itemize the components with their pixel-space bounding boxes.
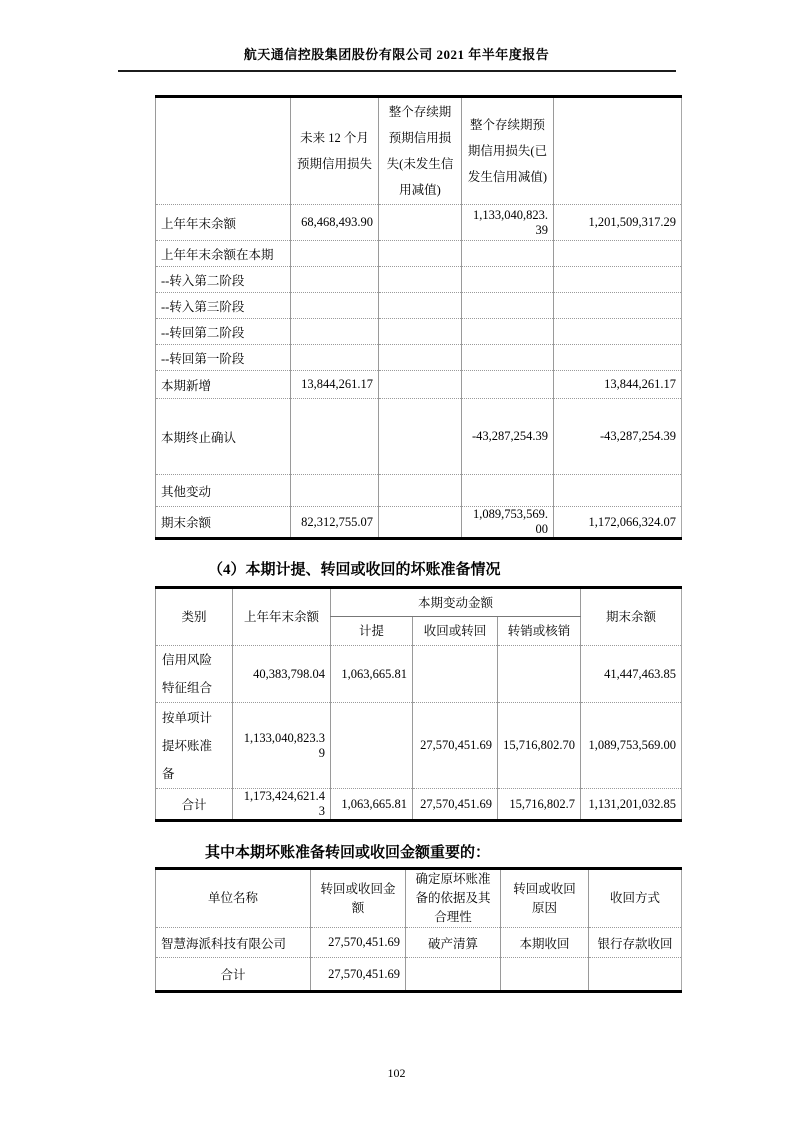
table-cell [554,475,682,507]
table-cell [291,319,379,345]
table-cell [379,293,462,319]
column-header: 整个存续期预期信用损失(已发生信用减值) [462,97,554,205]
column-header: 转销或核销 [498,617,581,646]
table-header-row [156,588,682,617]
document-header-title: 航天通信控股集团股份有限公司 2021 年半年度报告 [243,47,550,62]
table-cell [498,646,581,703]
column-header: 单位名称 [156,869,311,928]
table-cell: 1,133,040,823.39 [462,205,554,241]
table-cell: 82,312,755.07 [291,507,379,539]
table-cell: 1,201,509,317.29 [554,205,682,241]
table-cell [291,345,379,371]
row-label: 本期新增 [156,371,291,399]
table-cell: 15,716,802.70 [498,703,581,789]
table-header-row [156,97,682,205]
page-number: 102 [387,1066,406,1080]
bad-debt-provision-table [155,586,682,822]
table-cell: 13,844,261.17 [291,371,379,399]
table-cell: 13,844,261.17 [554,371,682,399]
row-label: 按单项计提坏账准备 [156,703,233,789]
table-cell: 1,063,665.81 [331,646,413,703]
important-recovery-title: 其中本期坏账准备转回或收回金额重要的： [205,845,491,861]
table-cell [462,345,554,371]
column-header: 整个存续期预期信用损失(未发生信用减值) [379,97,462,205]
table-row [156,646,682,703]
table-cell: 银行存款收回 [589,928,682,958]
table-row [156,267,682,293]
header-rule [118,70,676,72]
table-cell [379,267,462,293]
table-cell: 27,570,451.69 [311,928,406,958]
table-cell [554,241,682,267]
table-cell [291,241,379,267]
table-cell: 68,468,493.90 [291,205,379,241]
section-4-title: （4）本期计提、转回或收回的坏账准备情况 [208,562,501,578]
column-header: 确定原坏账准备的依据及其合理性 [406,869,501,928]
table-total-row [156,958,682,992]
table-row [156,399,682,475]
column-header: 转回或收回原因 [501,869,589,928]
table-cell [501,958,589,992]
table-row [156,928,682,958]
row-label: --转回第二阶段 [156,319,291,345]
table-cell [379,507,462,539]
column-header: 转回或收回金额 [311,869,406,928]
column-group-header: 本期变动金额 [331,588,581,617]
table-cell [554,293,682,319]
column-header: 类别 [156,588,233,646]
important-recovery-table [155,867,682,993]
table-cell [291,293,379,319]
row-label: 信用风险特征组合 [156,646,233,703]
row-label: 上年年末余额 [156,205,291,241]
table-cell: 27,570,451.69 [413,789,498,821]
table-row [156,475,682,507]
table-cell [291,475,379,507]
table-row [156,293,682,319]
table-row [156,319,682,345]
table-cell [589,958,682,992]
table-cell: -43,287,254.39 [462,399,554,475]
table-cell [379,319,462,345]
table-cell: 41,447,463.85 [581,646,682,703]
table-cell [462,293,554,319]
table-row [156,241,682,267]
table-cell: 1,173,424,621.43 [233,789,331,821]
table-cell [554,267,682,293]
table-header-row [156,869,682,928]
column-header: 收回方式 [589,869,682,928]
table-cell: -43,287,254.39 [554,399,682,475]
column-header: 收回或转回 [413,617,498,646]
table-cell [406,958,501,992]
table-cell [379,241,462,267]
table-cell: 1,172,066,324.07 [554,507,682,539]
table-cell [379,371,462,399]
table-cell [462,475,554,507]
table-cell [379,345,462,371]
table-row [156,507,682,539]
table-total-row [156,789,682,821]
column-header [156,97,291,205]
table-cell [462,319,554,345]
row-label: 合计 [156,789,233,821]
table-cell: 40,383,798.04 [233,646,331,703]
column-header: 期末余额 [581,588,682,646]
column-header: 未来 12 个月预期信用损失 [291,97,379,205]
column-header: 上年年末余额 [233,588,331,646]
row-label: 期末余额 [156,507,291,539]
row-label: 智慧海派科技有限公司 [156,928,311,958]
table-cell [291,399,379,475]
row-label: --转回第一阶段 [156,345,291,371]
row-label: 上年年末余额在本期 [156,241,291,267]
table-cell [462,241,554,267]
table-cell: 27,570,451.69 [413,703,498,789]
table-cell [554,345,682,371]
table-row [156,205,682,241]
table-cell: 1,089,753,569.00 [581,703,682,789]
row-label: 合计 [156,958,311,992]
table-cell: 破产清算 [406,928,501,958]
table-cell: 27,570,451.69 [311,958,406,992]
table-row [156,345,682,371]
table-cell [413,646,498,703]
table-cell: 1,063,665.81 [331,789,413,821]
table-cell [462,371,554,399]
table-cell: 本期收回 [501,928,589,958]
ecl-stages-table [155,95,682,540]
table-row [156,703,682,789]
table-cell [379,399,462,475]
column-header: 计提 [331,617,413,646]
table-cell [379,475,462,507]
table-cell: 1,133,040,823.39 [233,703,331,789]
table-cell [462,267,554,293]
table-cell: 15,716,802.7 [498,789,581,821]
row-label: 本期终止确认 [156,399,291,475]
table-row [156,371,682,399]
table-cell: 1,131,201,032.85 [581,789,682,821]
table-cell: 1,089,753,569.00 [462,507,554,539]
table-cell [331,703,413,789]
column-header [554,97,682,205]
table-cell [379,205,462,241]
table-cell [291,267,379,293]
row-label: --转入第二阶段 [156,267,291,293]
row-label: 其他变动 [156,475,291,507]
row-label: --转入第三阶段 [156,293,291,319]
table-cell [554,319,682,345]
